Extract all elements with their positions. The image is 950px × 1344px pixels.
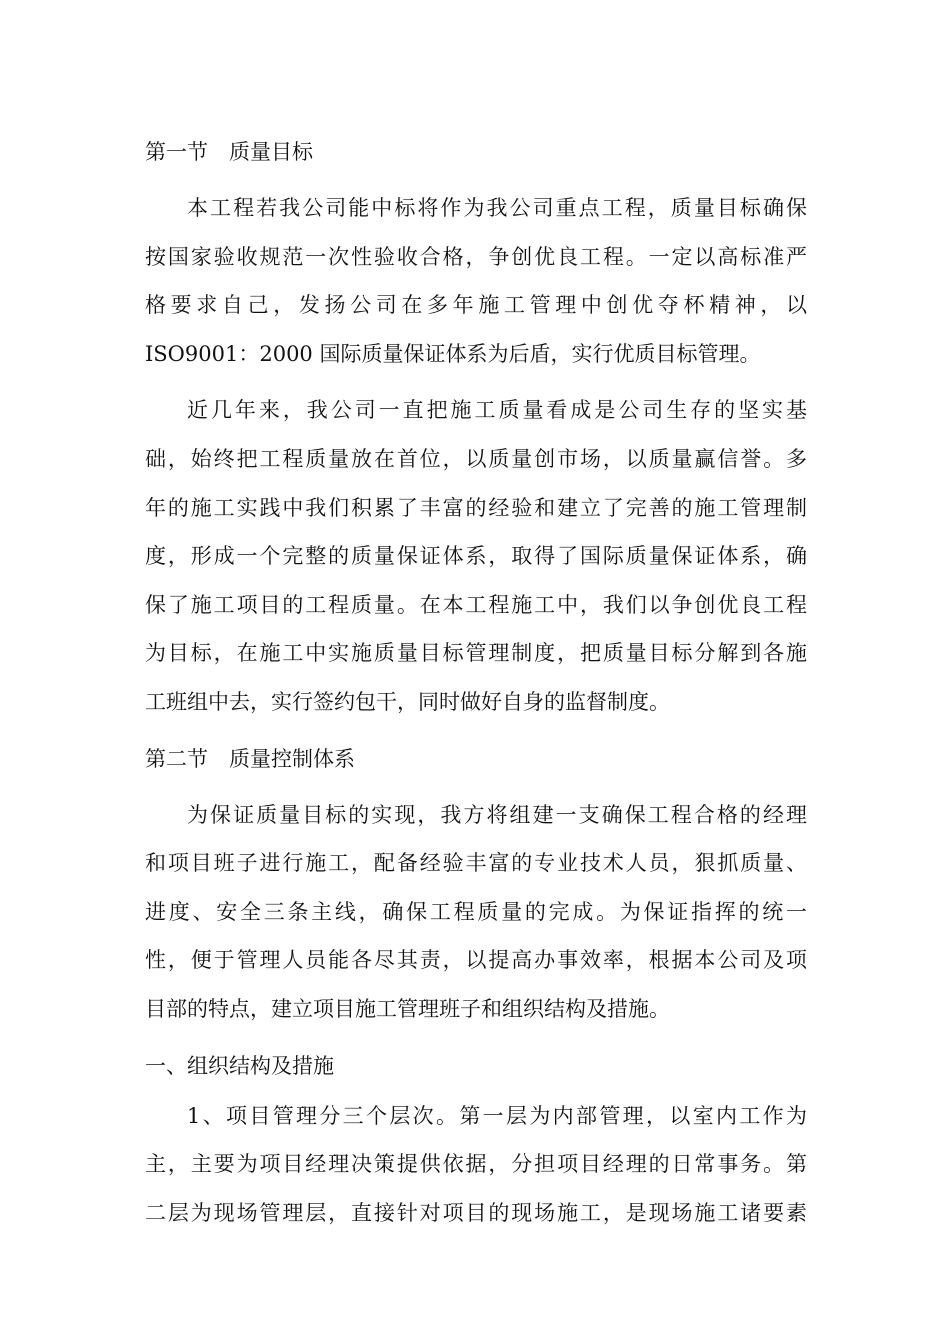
text-line: 工班组中去，实行签约包干，同时做好自身的监督制度。 [145,689,670,714]
text-line: 保了施工项目的工程质量。在本工程施工中，我们以争创优良工程 [145,592,807,617]
document-body [145,128,807,1245]
text-line: 按国家验收规范一次性验收合格，争创优良工程。一定以高标准严 [145,244,807,269]
text-line: 目部的特点，建立项目施工管理班子和组织结构及措施。 [145,996,670,1021]
paragraph-management-levels [145,1092,807,1238]
text-line: 度，形成一个完整的质量保证体系，取得了国际质量保证体系，确 [145,544,807,569]
paragraph-quality-control-intro [145,791,807,1034]
section-heading-quality-control-system: 第二节 质量控制体系 [145,746,355,771]
text-line: 本工程若我公司能中标将作为我公司重点工程，质量目标确保 [187,196,807,220]
paragraph-quality-history [145,386,807,726]
text-line: 性，便于管理人员能各尽其责，以提高办事效率，根据本公司及项 [145,948,807,973]
text-line: 格要求自己，发扬公司在多年施工管理中创优夺杯精神，以 [145,293,807,318]
text-line: 进度、安全三条主线，确保工程质量的完成。为保证指挥的统一 [145,899,807,924]
text-line: 二层为现场管理层，直接针对项目的现场施工，是现场施工诸要素 [145,1200,807,1225]
text-line: 主，主要为项目经理决策提供依据，分担项目经理的日常事务。第 [145,1152,807,1177]
text-line: 和项目班子进行施工，配备经验丰富的专业技术人员，狠抓质量、 [145,851,807,876]
paragraph-quality-goal-intro [145,184,807,378]
text-line: 为保证质量目标的实现，我方将组建一支确保工程合格的经理 [187,802,807,827]
subsection-heading-organization: 一、组织结构及措施 [145,1053,334,1078]
text-line: 础，始终把工程质量放在首位，以质量创市场，以质量赢信誉。多 [145,446,807,471]
section-heading-quality-goal: 第一节 质量目标 [145,140,313,164]
text-line: 年的施工实践中我们积累了丰富的经验和建立了完善的施工管理制 [145,495,807,520]
text-line: 1、项目管理分三个层次。第一层为内部管理，以室内工作为 [187,1103,807,1128]
text-line: 近几年来，我公司一直把施工质量看成是公司生存的坚实基 [187,398,807,423]
text-line: 为目标，在施工中实施质量目标管理制度，把质量目标分解到各施 [145,641,807,666]
text-line: ISO9001：2000 国际质量保证体系为后盾，实行优质目标管理。 [145,341,761,366]
